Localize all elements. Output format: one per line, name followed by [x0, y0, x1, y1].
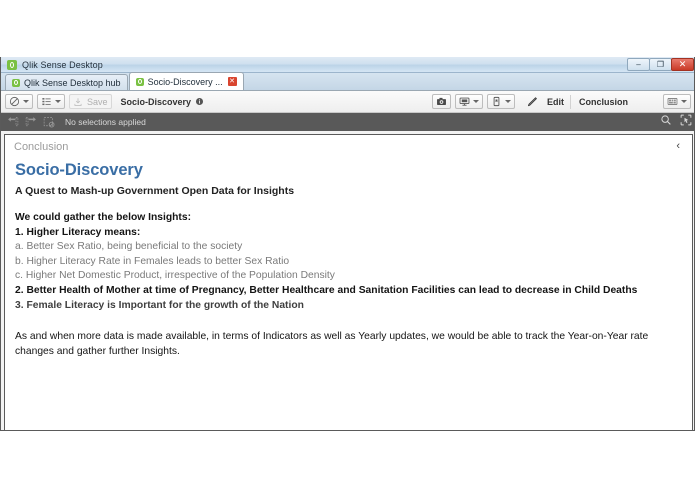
step-forward-icon[interactable]: [24, 116, 37, 129]
page-subtitle: A Quest to Mash-up Government Open Data for Insights: [15, 185, 295, 197]
pencil-edit-icon: [526, 96, 538, 108]
edit-label[interactable]: Edit: [547, 96, 564, 107]
selections-bar: [1, 113, 695, 131]
selection-status-text: No selections applied: [65, 117, 146, 127]
tab-qlik-sense-desktop-hub[interactable]: [5, 74, 128, 90]
close-button[interactable]: [671, 58, 694, 71]
insights-intro: We could gather the below Insights:: [15, 212, 192, 223]
text-object: [5, 161, 692, 359]
chevron-down-icon[interactable]: [473, 100, 479, 103]
qlik-logo-icon: [136, 78, 144, 86]
info-circle-icon[interactable]: [195, 97, 204, 106]
app-toolbar: [1, 91, 695, 113]
no-selections-circle-icon: [9, 96, 20, 107]
selections-bar-right: [660, 113, 692, 131]
qlik-logo-icon: [12, 79, 20, 87]
camera-snapshot-icon: [436, 96, 447, 107]
tab-strip: [1, 73, 695, 91]
insight-item: c. Higher Net Domestic Product, irrespective of the Population Density: [15, 270, 335, 282]
chevron-down-icon[interactable]: [23, 100, 29, 103]
close-icon: ✕: [678, 59, 687, 69]
presentation-monitor-icon: [459, 96, 470, 107]
bookmarks-button[interactable]: [487, 94, 515, 109]
sheet-panel: [4, 134, 693, 431]
window-title: Qlik Sense Desktop: [22, 59, 103, 70]
closing-paragraph: As and when more data is made available, in terms of Indicators as well as Yearly updates, we would be able to track the Year-on-Year rate changes and gather further Insights.: [15, 331, 649, 358]
edit-button[interactable]: [523, 94, 541, 109]
restore-button[interactable]: [649, 58, 672, 71]
chevron-down-icon[interactable]: [681, 100, 687, 103]
tab-socio-discovery[interactable]: [129, 72, 244, 90]
qlik-logo-icon: [7, 60, 17, 70]
sheet-grid-icon: [667, 96, 678, 107]
insight-item: 1. Higher Literacy means:: [15, 226, 141, 238]
qlik-sense-desktop-window: [0, 57, 695, 431]
chevron-down-icon[interactable]: [55, 100, 61, 103]
sheet-title: Conclusion: [14, 141, 69, 153]
chevron-down-icon[interactable]: [505, 100, 511, 103]
current-sheet-label[interactable]: Conclusion: [579, 96, 628, 107]
tab-label: Qlik Sense Desktop hub: [24, 77, 121, 88]
clear-selections-icon[interactable]: [42, 116, 55, 129]
restore-icon: ❐: [656, 59, 665, 69]
save-button[interactable]: [69, 94, 112, 109]
search-icon[interactable]: [660, 113, 672, 131]
insight-item: 2. Better Health of Mother at time of Pregnancy, Better Healthcare and Sanitation Facilities can lead to decrease in Child Deaths: [15, 284, 638, 296]
tab-label: Socio-Discovery ...: [147, 76, 223, 87]
save-download-icon: [73, 97, 83, 107]
selection-tool-icon[interactable]: [680, 113, 692, 131]
bookmark-icon: [491, 96, 502, 107]
insight-item: 3. Female Literacy is Important for the growth of the Nation: [15, 299, 304, 311]
toolbar-right-group: [428, 94, 628, 109]
sheet-picker-button[interactable]: [663, 94, 691, 109]
page-title: Socio-Discovery: [15, 161, 143, 179]
snapshot-button[interactable]: [432, 94, 451, 109]
minimize-button[interactable]: [627, 58, 650, 71]
insights-block: [15, 211, 682, 313]
app-name-label: Socio-Discovery: [120, 96, 192, 107]
step-back-icon[interactable]: [6, 116, 19, 129]
sheets-menu-button[interactable]: [37, 94, 65, 109]
selections-tool-button[interactable]: [5, 94, 33, 109]
save-label: Save: [87, 96, 108, 107]
window-controls: [628, 58, 694, 71]
minimize-icon: –: [636, 59, 641, 69]
insight-item: b. Higher Literacy Rate in Females leads to better Sex Ratio: [15, 255, 290, 267]
storytelling-button[interactable]: [455, 94, 483, 109]
sheet-header: [5, 135, 692, 159]
chevron-left-icon[interactable]: ‹: [676, 140, 680, 152]
insight-item: a. Better Sex Ratio, being beneficial to the society: [15, 241, 243, 253]
toolbar-divider: [570, 95, 571, 109]
tab-close-icon[interactable]: ✕: [229, 78, 236, 85]
sheet-list-icon: [41, 96, 52, 107]
window-titlebar: [1, 57, 695, 73]
